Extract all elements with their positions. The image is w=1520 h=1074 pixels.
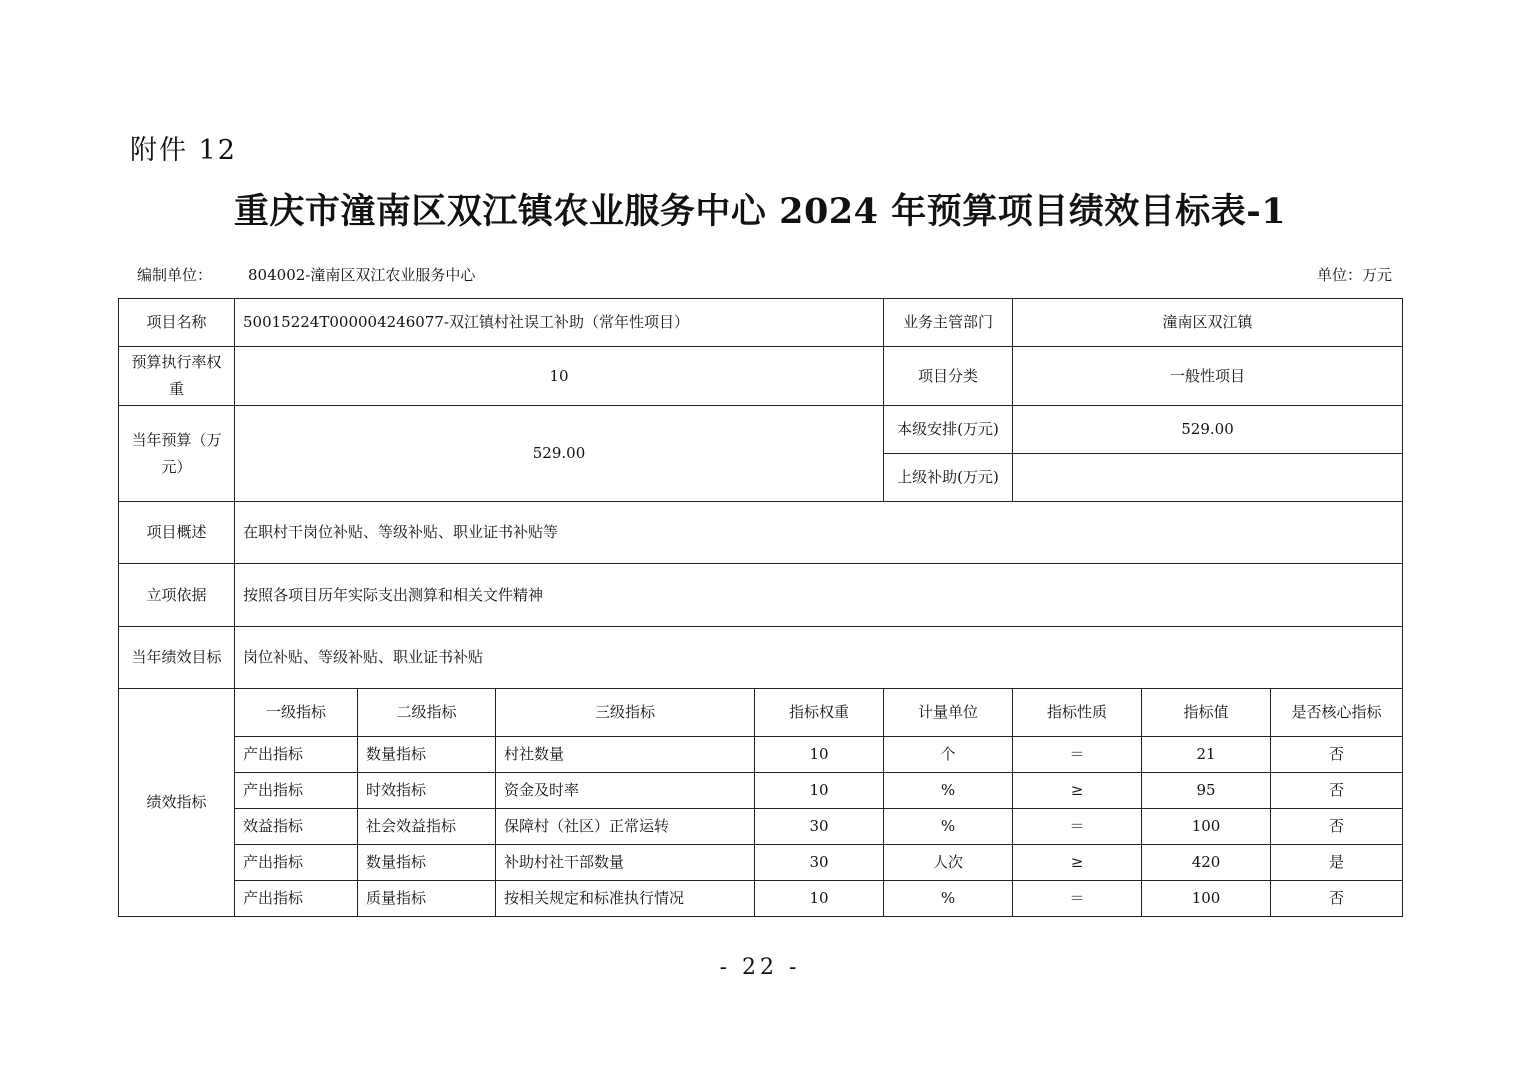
indicator-level2: 质量指标: [358, 881, 496, 917]
indicator-nature: ＝: [1013, 881, 1142, 917]
indicator-value: 95: [1142, 773, 1271, 809]
indicator-core: 否: [1271, 737, 1403, 773]
budget-row: [119, 406, 1403, 454]
indicator-level1: 效益指标: [235, 809, 358, 845]
goal-row: [119, 627, 1403, 689]
indicator-section-label: 绩效指标: [119, 689, 235, 917]
indicator-core: 是: [1271, 845, 1403, 881]
indicator-row: [119, 809, 1403, 845]
indicator-value: 21: [1142, 737, 1271, 773]
indicator-level1: 产出指标: [235, 737, 358, 773]
indicator-level2: 时效指标: [358, 773, 496, 809]
indicator-weight: 30: [755, 845, 884, 881]
basis-value: 按照各项目历年实际支出测算和相关文件精神: [235, 564, 1403, 627]
basis-label: 立项依据: [119, 564, 235, 627]
page-title: 重庆市潼南区双江镇农业服务中心 2024 年预算项目绩效目标表-1: [233, 191, 1287, 232]
indicator-header: 是否核心指标: [1271, 689, 1403, 737]
indicator-nature: ≥: [1013, 845, 1142, 881]
overview-value: 在职村干岗位补贴、等级补贴、职业证书补贴等: [235, 502, 1403, 564]
indicator-level1: 产出指标: [235, 845, 358, 881]
budget-value: 529.00: [235, 406, 884, 502]
upper-subsidy-label: 上级补助(万元): [884, 454, 1013, 502]
currency-unit: 单位：万元: [1316, 266, 1392, 284]
compiling-unit-label: 编制单位：: [137, 266, 213, 284]
indicator-level1: 产出指标: [235, 881, 358, 917]
category-label: 项目分类: [884, 347, 1013, 406]
indicator-header-row: [119, 689, 1403, 737]
indicator-header: 指标权重: [755, 689, 884, 737]
indicator-level2: 数量指标: [358, 737, 496, 773]
indicator-nature: ＝: [1013, 809, 1142, 845]
indicator-level3: 补助村社干部数量: [496, 845, 755, 881]
indicator-row: [119, 845, 1403, 881]
basis-row: [119, 564, 1403, 627]
indicator-header: 二级指标: [358, 689, 496, 737]
indicator-weight: 10: [755, 737, 884, 773]
indicator-row: [119, 773, 1403, 809]
indicator-level3: 村社数量: [496, 737, 755, 773]
attachment-label: 附件 12: [130, 135, 237, 166]
overview-row: [119, 502, 1403, 564]
indicator-row: [119, 881, 1403, 917]
department-label: 业务主管部门: [884, 299, 1013, 347]
indicator-unit: 个: [884, 737, 1013, 773]
indicator-header: 一级指标: [235, 689, 358, 737]
indicator-value: 100: [1142, 881, 1271, 917]
indicator-nature: ≥: [1013, 773, 1142, 809]
exec-weight-label: 预算执行率权重: [119, 347, 235, 406]
indicator-core: 否: [1271, 773, 1403, 809]
department-value: 潼南区双江镇: [1013, 299, 1403, 347]
indicator-header: 指标值: [1142, 689, 1271, 737]
indicator-weight: 30: [755, 809, 884, 845]
indicator-nature: ＝: [1013, 737, 1142, 773]
page-number: - 22 -: [719, 955, 801, 980]
indicator-weight: 10: [755, 881, 884, 917]
indicator-level2: 社会效益指标: [358, 809, 496, 845]
compiling-unit: [137, 264, 475, 285]
indicator-unit: 人次: [884, 845, 1013, 881]
category-value: 一般性项目: [1013, 347, 1403, 406]
indicator-core: 否: [1271, 881, 1403, 917]
project-name-label: 项目名称: [119, 299, 235, 347]
indicator-level2: 数量指标: [358, 845, 496, 881]
goal-label: 当年绩效目标: [119, 627, 235, 689]
local-arrangement-value: 529.00: [1013, 406, 1403, 454]
compiling-unit-value: 804002-潼南区双江农业服务中心: [248, 266, 476, 284]
indicator-level1: 产出指标: [235, 773, 358, 809]
project-name-row: [119, 299, 1403, 347]
exec-weight-value: 10: [235, 347, 884, 406]
indicator-value: 100: [1142, 809, 1271, 845]
indicator-core: 否: [1271, 809, 1403, 845]
indicator-unit: %: [884, 773, 1013, 809]
indicator-level3: 按相关规定和标准执行情况: [496, 881, 755, 917]
indicator-level3: 资金及时率: [496, 773, 755, 809]
indicator-header: 指标性质: [1013, 689, 1142, 737]
indicator-header: 计量单位: [884, 689, 1013, 737]
indicator-weight: 10: [755, 773, 884, 809]
indicator-unit: %: [884, 881, 1013, 917]
performance-target-table: [118, 298, 1403, 917]
indicator-value: 420: [1142, 845, 1271, 881]
exec-weight-row: [119, 347, 1403, 406]
indicator-level3: 保障村（社区）正常运转: [496, 809, 755, 845]
goal-value: 岗位补贴、等级补贴、职业证书补贴: [235, 627, 1403, 689]
overview-label: 项目概述: [119, 502, 235, 564]
budget-label: 当年预算（万元）: [119, 406, 235, 502]
indicator-header: 三级指标: [496, 689, 755, 737]
project-name-value: 50015224T000004246077-双江镇村社误工补助（常年性项目）: [235, 299, 884, 347]
local-arrangement-label: 本级安排(万元): [884, 406, 1013, 454]
indicator-unit: %: [884, 809, 1013, 845]
upper-subsidy-value: [1013, 454, 1403, 502]
indicator-row: [119, 737, 1403, 773]
